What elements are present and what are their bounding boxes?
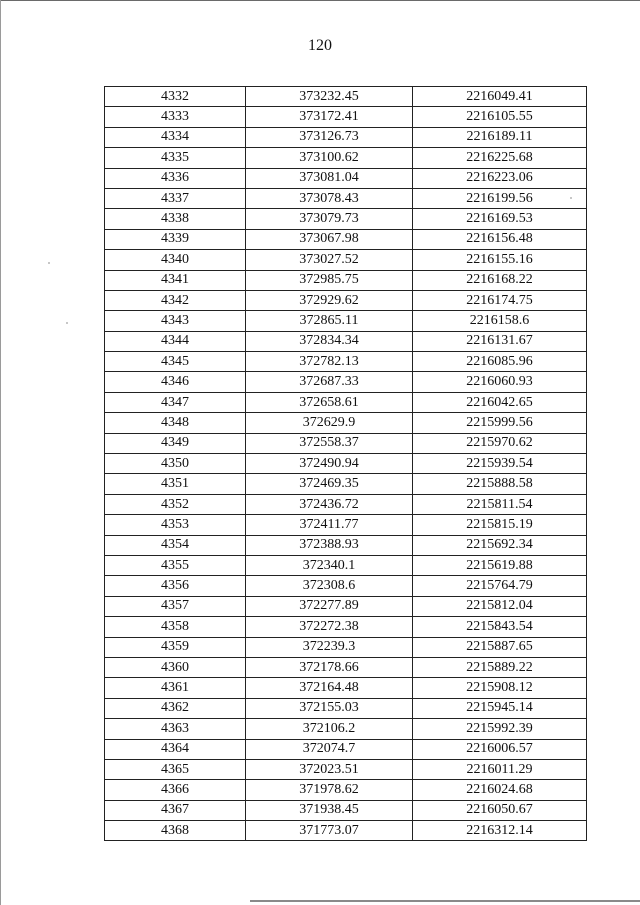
y-coordinate-cell: 2215887.65 <box>413 637 587 657</box>
table-row <box>105 780 587 800</box>
y-coordinate-cell: 2216225.68 <box>413 148 587 168</box>
x-coordinate-cell: 372239.3 <box>246 637 413 657</box>
x-coordinate-cell: 372436.72 <box>246 494 413 514</box>
y-coordinate-cell: 2216168.22 <box>413 270 587 290</box>
point-number-cell: 4345 <box>105 352 246 372</box>
coordinates-table <box>104 86 587 841</box>
y-coordinate-cell: 2215999.56 <box>413 413 587 433</box>
y-coordinate-cell: 2215945.14 <box>413 698 587 718</box>
table-row <box>105 698 587 718</box>
table-row <box>105 494 587 514</box>
point-number-cell: 4347 <box>105 392 246 412</box>
scan-bottom-edge <box>250 900 640 902</box>
table-row <box>105 637 587 657</box>
scan-speck <box>48 262 50 264</box>
table-row <box>105 168 587 188</box>
table-row <box>105 413 587 433</box>
point-number-cell: 4357 <box>105 596 246 616</box>
coordinates-table-body <box>105 87 587 841</box>
y-coordinate-cell: 2216050.67 <box>413 800 587 820</box>
table-row <box>105 759 587 779</box>
table-row <box>105 188 587 208</box>
table-row <box>105 331 587 351</box>
point-number-cell: 4368 <box>105 821 246 841</box>
table-row <box>105 392 587 412</box>
point-number-cell: 4350 <box>105 454 246 474</box>
scan-speck <box>66 322 68 324</box>
x-coordinate-cell: 372277.89 <box>246 596 413 616</box>
y-coordinate-cell: 2216312.14 <box>413 821 587 841</box>
x-coordinate-cell: 373078.43 <box>246 188 413 208</box>
page-number: 120 <box>308 37 332 54</box>
point-number-cell: 4340 <box>105 250 246 270</box>
y-coordinate-cell: 2216049.41 <box>413 87 587 107</box>
point-number-cell: 4367 <box>105 800 246 820</box>
point-number-cell: 4349 <box>105 433 246 453</box>
y-coordinate-cell: 2216060.93 <box>413 372 587 392</box>
point-number-cell: 4360 <box>105 657 246 677</box>
table-row <box>105 270 587 290</box>
y-coordinate-cell: 2216199.56 <box>413 188 587 208</box>
table-row <box>105 290 587 310</box>
y-coordinate-cell: 2215908.12 <box>413 678 587 698</box>
x-coordinate-cell: 373079.73 <box>246 209 413 229</box>
point-number-cell: 4351 <box>105 474 246 494</box>
point-number-cell: 4364 <box>105 739 246 759</box>
point-number-cell: 4366 <box>105 780 246 800</box>
x-coordinate-cell: 372178.66 <box>246 657 413 677</box>
y-coordinate-cell: 2215692.34 <box>413 535 587 555</box>
x-coordinate-cell: 373172.41 <box>246 107 413 127</box>
point-number-cell: 4362 <box>105 698 246 718</box>
point-number-cell: 4355 <box>105 555 246 575</box>
point-number-cell: 4359 <box>105 637 246 657</box>
x-coordinate-cell: 372929.62 <box>246 290 413 310</box>
x-coordinate-cell: 372340.1 <box>246 555 413 575</box>
point-number-cell: 4352 <box>105 494 246 514</box>
table-row <box>105 535 587 555</box>
table-row <box>105 657 587 677</box>
point-number-cell: 4332 <box>105 87 246 107</box>
table-row <box>105 821 587 841</box>
x-coordinate-cell: 372834.34 <box>246 331 413 351</box>
y-coordinate-cell: 2216169.53 <box>413 209 587 229</box>
point-number-cell: 4358 <box>105 617 246 637</box>
table-row <box>105 433 587 453</box>
y-coordinate-cell: 2216158.6 <box>413 311 587 331</box>
y-coordinate-cell: 2215888.58 <box>413 474 587 494</box>
x-coordinate-cell: 372106.2 <box>246 719 413 739</box>
x-coordinate-cell: 371938.45 <box>246 800 413 820</box>
point-number-cell: 4343 <box>105 311 246 331</box>
x-coordinate-cell: 373232.45 <box>246 87 413 107</box>
table-row <box>105 311 587 331</box>
y-coordinate-cell: 2216174.75 <box>413 290 587 310</box>
y-coordinate-cell: 2215992.39 <box>413 719 587 739</box>
x-coordinate-cell: 372411.77 <box>246 515 413 535</box>
x-coordinate-cell: 371978.62 <box>246 780 413 800</box>
table-row <box>105 515 587 535</box>
y-coordinate-cell: 2215619.88 <box>413 555 587 575</box>
point-number-cell: 4356 <box>105 576 246 596</box>
point-number-cell: 4339 <box>105 229 246 249</box>
point-number-cell: 4335 <box>105 148 246 168</box>
y-coordinate-cell: 2216189.11 <box>413 127 587 147</box>
x-coordinate-cell: 372469.35 <box>246 474 413 494</box>
table-row <box>105 148 587 168</box>
y-coordinate-cell: 2216223.06 <box>413 168 587 188</box>
x-coordinate-cell: 372272.38 <box>246 617 413 637</box>
y-coordinate-cell: 2215970.62 <box>413 433 587 453</box>
table-row <box>105 127 587 147</box>
x-coordinate-cell: 373100.62 <box>246 148 413 168</box>
point-number-cell: 4338 <box>105 209 246 229</box>
x-coordinate-cell: 372558.37 <box>246 433 413 453</box>
point-number-cell: 4342 <box>105 290 246 310</box>
y-coordinate-cell: 2215889.22 <box>413 657 587 677</box>
table-row <box>105 209 587 229</box>
x-coordinate-cell: 373067.98 <box>246 229 413 249</box>
y-coordinate-cell: 2215764.79 <box>413 576 587 596</box>
table-row <box>105 250 587 270</box>
x-coordinate-cell: 372985.75 <box>246 270 413 290</box>
point-number-cell: 4346 <box>105 372 246 392</box>
point-number-cell: 4334 <box>105 127 246 147</box>
point-number-cell: 4337 <box>105 188 246 208</box>
y-coordinate-cell: 2216105.55 <box>413 107 587 127</box>
scan-speck <box>570 197 572 199</box>
x-coordinate-cell: 372782.13 <box>246 352 413 372</box>
x-coordinate-cell: 371773.07 <box>246 821 413 841</box>
x-coordinate-cell: 372308.6 <box>246 576 413 596</box>
point-number-cell: 4344 <box>105 331 246 351</box>
table-row <box>105 719 587 739</box>
table-row <box>105 555 587 575</box>
table-row <box>105 739 587 759</box>
x-coordinate-cell: 372074.7 <box>246 739 413 759</box>
table-row <box>105 107 587 127</box>
scan-top-edge <box>0 0 640 1</box>
point-number-cell: 4336 <box>105 168 246 188</box>
x-coordinate-cell: 372658.61 <box>246 392 413 412</box>
y-coordinate-cell: 2216011.29 <box>413 759 587 779</box>
x-coordinate-cell: 373081.04 <box>246 168 413 188</box>
x-coordinate-cell: 372629.9 <box>246 413 413 433</box>
y-coordinate-cell: 2215811.54 <box>413 494 587 514</box>
x-coordinate-cell: 372388.93 <box>246 535 413 555</box>
y-coordinate-cell: 2216085.96 <box>413 352 587 372</box>
table-row <box>105 372 587 392</box>
x-coordinate-cell: 373027.52 <box>246 250 413 270</box>
x-coordinate-cell: 372164.48 <box>246 678 413 698</box>
y-coordinate-cell: 2216131.67 <box>413 331 587 351</box>
point-number-cell: 4333 <box>105 107 246 127</box>
point-number-cell: 4348 <box>105 413 246 433</box>
y-coordinate-cell: 2215939.54 <box>413 454 587 474</box>
table-row <box>105 229 587 249</box>
x-coordinate-cell: 372687.33 <box>246 372 413 392</box>
point-number-cell: 4354 <box>105 535 246 555</box>
table-row <box>105 454 587 474</box>
point-number-cell: 4363 <box>105 719 246 739</box>
table-row <box>105 596 587 616</box>
y-coordinate-cell: 2216006.57 <box>413 739 587 759</box>
y-coordinate-cell: 2215812.04 <box>413 596 587 616</box>
scan-left-edge <box>0 0 1 905</box>
point-number-cell: 4341 <box>105 270 246 290</box>
x-coordinate-cell: 372155.03 <box>246 698 413 718</box>
y-coordinate-cell: 2216155.16 <box>413 250 587 270</box>
x-coordinate-cell: 372023.51 <box>246 759 413 779</box>
y-coordinate-cell: 2215815.19 <box>413 515 587 535</box>
table-row <box>105 617 587 637</box>
point-number-cell: 4353 <box>105 515 246 535</box>
table-row <box>105 352 587 372</box>
x-coordinate-cell: 372865.11 <box>246 311 413 331</box>
y-coordinate-cell: 2216042.65 <box>413 392 587 412</box>
y-coordinate-cell: 2216024.68 <box>413 780 587 800</box>
y-coordinate-cell: 2215843.54 <box>413 617 587 637</box>
point-number-cell: 4365 <box>105 759 246 779</box>
point-number-cell: 4361 <box>105 678 246 698</box>
table-row <box>105 800 587 820</box>
y-coordinate-cell: 2216156.48 <box>413 229 587 249</box>
table-row <box>105 576 587 596</box>
table-row <box>105 87 587 107</box>
table-row <box>105 678 587 698</box>
x-coordinate-cell: 372490.94 <box>246 454 413 474</box>
x-coordinate-cell: 373126.73 <box>246 127 413 147</box>
table-row <box>105 474 587 494</box>
